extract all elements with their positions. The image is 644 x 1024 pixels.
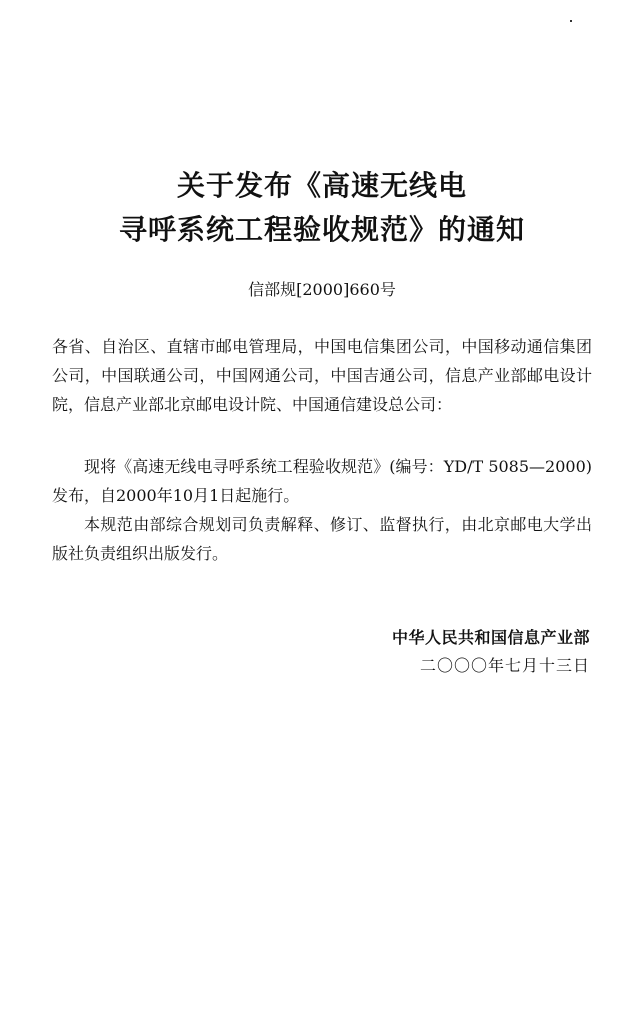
notice-title-line-1: 关于发布《高速无线电 [176,169,467,202]
issue-date: 二〇〇〇年七月十三日 [419,656,590,675]
publication-paragraph: 现将《高速无线电寻呼系统工程验收规范》(编号：YD/T 5085—2000)发布，自2000年10月1日起施行。 [52,457,592,505]
issuing-authority: 中华人民共和国信息产业部 [391,628,590,647]
responsibility-paragraph: 本规范由部综合规划司负责解释、修订、监督执行，由北京邮电大学出版社负责组织出版发行。 [52,515,592,563]
notice-title-line-2: 寻呼系统工程验收规范》的通知 [118,213,525,246]
scan-speck [570,20,572,22]
document-number: 信部规[2000]660号 [248,280,396,299]
recipients-paragraph: 各省、自治区、直辖市邮电管理局，中国电信集团公司，中国移动通信集团公司，中国联通公司，中国网通公司，中国吉通公司，信息产业部邮电设计院，信息产业部北京邮电设计院、中国通信建设总公司： [52,337,592,414]
